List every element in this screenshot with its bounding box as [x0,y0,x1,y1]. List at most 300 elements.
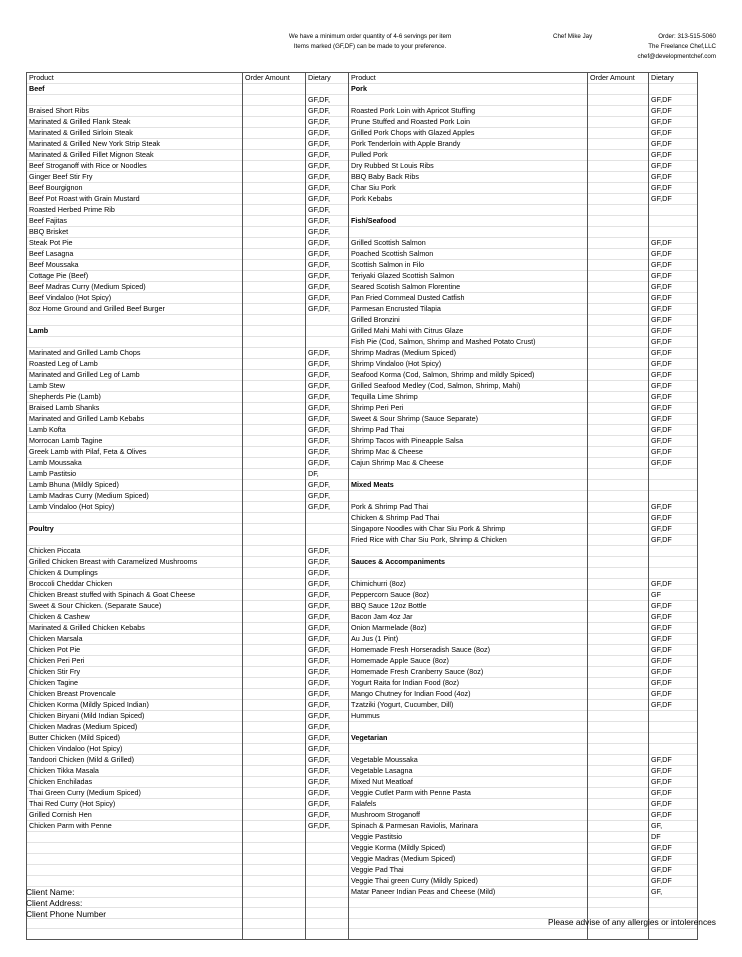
left-order-amount-cell[interactable] [243,821,306,832]
left-order-amount-cell[interactable] [243,172,306,183]
right-dietary-cell: GF,DF [649,183,698,194]
left-order-amount-cell[interactable] [243,908,306,918]
left-order-amount-cell[interactable] [243,359,306,370]
table-row [27,282,698,293]
left-order-amount-cell[interactable] [243,722,306,733]
right-order-amount-cell[interactable] [588,458,649,469]
right-order-amount-cell[interactable] [588,744,649,755]
right-product-cell: Seafood Korma (Cod, Salmon, Shrimp and mildly Spiced) [349,370,588,381]
right-order-amount-cell[interactable] [588,810,649,821]
left-order-amount-cell[interactable] [243,887,306,898]
right-dietary-cell: GF,DF [649,535,698,546]
right-order-amount-cell[interactable] [588,799,649,810]
table-row [27,821,698,832]
right-dietary-cell: GF,DF [649,194,698,205]
left-product-cell: Chicken Peri Peri [27,656,243,667]
right-product-cell: Spinach & Parmesan Raviolis, Marinara [349,821,588,832]
right-order-amount-cell[interactable] [588,535,649,546]
left-dietary-cell: GF,DF, [306,667,349,678]
right-order-amount-cell[interactable] [588,392,649,403]
left-dietary-cell: GF,DF, [306,183,349,194]
table-row [27,744,698,755]
right-order-amount-cell[interactable] [588,854,649,865]
left-order-amount-cell[interactable] [243,370,306,381]
right-order-amount-cell[interactable] [588,227,649,238]
left-order-amount-cell[interactable] [243,854,306,865]
chef-name: Chef Mike Jay [553,33,593,40]
left-order-amount-cell[interactable] [243,304,306,315]
right-order-amount-cell[interactable] [588,84,649,95]
right-order-amount-cell[interactable] [588,546,649,557]
right-dietary-cell [649,557,698,568]
table-row [27,579,698,590]
right-product-cell: Homemade Apple Sauce (8oz) [349,656,588,667]
left-order-amount-cell[interactable] [243,205,306,216]
left-product-cell: Beef Fajitas [27,216,243,227]
table-row [27,799,698,810]
left-order-amount-cell[interactable] [243,568,306,579]
right-order-amount-cell[interactable] [588,623,649,634]
left-order-amount-cell[interactable] [243,929,306,939]
left-order-amount-cell[interactable] [243,744,306,755]
right-dietary-cell: GF,DF [649,799,698,810]
right-order-amount-cell[interactable] [588,205,649,216]
right-order-amount-cell[interactable] [588,161,649,172]
left-dietary-cell: GF,DF, [306,249,349,260]
left-order-amount-cell[interactable] [243,436,306,447]
left-product-cell: Steak Pot Pie [27,238,243,249]
left-dietary-cell [306,513,349,524]
right-product-cell: Pan Fried Cornmeal Dusted Catfish [349,293,588,304]
left-product-cell: Chicken Pot Pie [27,645,243,656]
left-order-amount-cell[interactable] [243,271,306,282]
left-order-amount-cell[interactable] [243,381,306,392]
right-order-amount-cell[interactable] [588,557,649,568]
left-product-cell: Chicken Korma (Mildly Spiced Indian) [27,700,243,711]
table-row [27,491,698,502]
left-order-amount-cell[interactable] [243,788,306,799]
right-order-amount-cell[interactable] [588,579,649,590]
left-dietary-cell: GF,DF, [306,117,349,128]
right-order-amount-cell[interactable] [588,436,649,447]
left-order-amount-cell[interactable] [243,612,306,623]
table-row [27,865,698,876]
right-product-cell: Cajun Shrimp Mac & Cheese [349,458,588,469]
left-dietary-cell: GF,DF, [306,722,349,733]
right-order-amount-cell[interactable] [588,172,649,183]
table-row [27,271,698,282]
left-order-amount-cell[interactable] [243,117,306,128]
right-product-cell: Scottish Salmon in Filo [349,260,588,271]
right-order-amount-cell[interactable] [588,381,649,392]
left-dietary-cell: GF,DF, [306,216,349,227]
left-dietary-cell: GF,DF, [306,733,349,744]
table-row [27,568,698,579]
table-row [27,403,698,414]
right-product-cell: Shrimp Madras (Medium Spiced) [349,348,588,359]
left-order-amount-cell[interactable] [243,480,306,491]
left-order-amount-cell[interactable] [243,733,306,744]
right-order-amount-cell[interactable] [588,216,649,227]
left-order-amount-cell[interactable] [243,601,306,612]
column-header-row [27,73,698,84]
right-product-cell: Pork & Shrimp Pad Thai [349,502,588,513]
right-order-amount-cell[interactable] [588,612,649,623]
left-order-amount-cell[interactable] [243,183,306,194]
left-order-amount-cell[interactable] [243,876,306,887]
left-order-amount-cell[interactable] [243,425,306,436]
right-order-amount-cell[interactable] [588,689,649,700]
left-dietary-cell: DF, [306,469,349,480]
right-order-amount-cell[interactable] [588,359,649,370]
table-row [27,810,698,821]
left-order-amount-cell[interactable] [243,535,306,546]
right-order-amount-cell[interactable] [588,139,649,150]
right-order-amount-cell[interactable] [588,887,649,898]
right-dietary-cell: DF [649,832,698,843]
right-order-amount-cell[interactable] [588,711,649,722]
right-product-cell [349,546,588,557]
right-order-amount-cell[interactable] [588,194,649,205]
right-dietary-cell: GF,DF [649,117,698,128]
table-row [27,205,698,216]
right-product-cell [349,744,588,755]
right-order-amount-cell[interactable] [588,929,649,939]
right-order-amount-cell[interactable] [588,425,649,436]
left-order-amount-cell[interactable] [243,403,306,414]
table-row [27,700,698,711]
right-dietary-cell: GF,DF [649,106,698,117]
left-dietary-cell: GF,DF, [306,711,349,722]
left-product-cell: Chicken Marsala [27,634,243,645]
left-product-cell: Chicken Tagine [27,678,243,689]
right-order-amount-cell[interactable] [588,249,649,260]
right-product-cell [349,568,588,579]
left-dietary-cell: GF,DF, [306,106,349,117]
right-order-amount-cell[interactable] [588,865,649,876]
left-order-amount-cell[interactable] [243,502,306,513]
left-order-amount-cell[interactable] [243,755,306,766]
right-order-amount-cell[interactable] [588,755,649,766]
right-order-amount-cell[interactable] [588,667,649,678]
table-row [27,590,698,601]
left-order-amount-cell[interactable] [243,667,306,678]
right-product-cell: Parmesan Encrusted Tilapia [349,304,588,315]
right-order-amount-cell[interactable] [588,821,649,832]
right-product-cell: Fish/Seafood [349,216,588,227]
left-product-cell: Beef Madras Curry (Medium Spiced) [27,282,243,293]
right-dietary-cell: GF,DF [649,865,698,876]
left-order-amount-cell[interactable] [243,799,306,810]
left-order-amount-cell[interactable] [243,832,306,843]
right-order-amount-cell[interactable] [588,403,649,414]
left-dietary-cell: GF,DF, [306,645,349,656]
left-product-cell: Chicken Enchiladas [27,777,243,788]
right-dietary-cell: GF,DF [649,700,698,711]
right-order-amount-cell[interactable] [588,260,649,271]
left-order-amount-cell[interactable] [243,634,306,645]
right-dietary-cell: GF,DF [649,260,698,271]
table-row [27,887,698,898]
right-product-cell: Yogurt Raita for Indian Food (8oz) [349,678,588,689]
right-order-amount-cell[interactable] [588,238,649,249]
client-name-label: Client Name: [26,887,75,897]
table-row [27,843,698,854]
left-dietary-cell: GF,DF, [306,557,349,568]
table-row [27,458,698,469]
right-order-amount-cell[interactable] [588,304,649,315]
left-order-amount-cell[interactable] [243,711,306,722]
left-order-amount-cell[interactable] [243,392,306,403]
right-order-amount-cell[interactable] [588,898,649,908]
left-order-amount-cell[interactable] [243,150,306,161]
left-dietary-cell: GF,DF, [306,447,349,458]
left-order-amount-cell[interactable] [243,777,306,788]
right-dietary-cell: GF,DF [649,689,698,700]
right-order-amount-cell[interactable] [588,128,649,139]
left-product-cell: Beef Vindaloo (Hot Spicy) [27,293,243,304]
left-dietary-cell: GF,DF, [306,205,349,216]
right-order-amount-cell[interactable] [588,282,649,293]
right-order-amount-cell[interactable] [588,348,649,359]
left-dietary-cell: GF,DF, [306,546,349,557]
table-row [27,777,698,788]
right-dietary-cell: GF,DF [649,788,698,799]
left-order-amount-cell[interactable] [243,337,306,348]
left-product-cell [27,876,243,887]
right-order-amount-cell[interactable] [588,788,649,799]
left-dietary-cell: GF,DF, [306,95,349,106]
left-order-amount-cell[interactable] [243,260,306,271]
left-product-cell: Lamb Stew [27,381,243,392]
left-dietary-cell: GF,DF, [306,689,349,700]
left-dietary-cell: GF,DF, [306,601,349,612]
table-row [27,612,698,623]
left-order-amount-cell[interactable] [243,161,306,172]
right-order-amount-cell[interactable] [588,601,649,612]
left-product-cell: 8oz Home Ground and Grilled Beef Burger [27,304,243,315]
right-order-amount-cell[interactable] [588,370,649,381]
left-product-cell: Shepherds Pie (Lamb) [27,392,243,403]
left-order-amount-cell[interactable] [243,458,306,469]
left-order-amount-cell[interactable] [243,689,306,700]
left-order-amount-cell[interactable] [243,843,306,854]
left-dietary-cell: GF,DF, [306,370,349,381]
left-product-cell: Thai Red Curry (Hot Spicy) [27,799,243,810]
right-product-cell: Char Siu Pork [349,183,588,194]
right-product-cell: Veggie Thai green Curry (Mildly Spiced) [349,876,588,887]
left-product-cell: Marinated & Grilled Flank Steak [27,117,243,128]
left-order-amount-cell[interactable] [243,227,306,238]
left-dietary-cell: GF,DF, [306,194,349,205]
left-order-amount-cell[interactable] [243,623,306,634]
left-order-amount-cell[interactable] [243,865,306,876]
left-product-cell: Beef Stroganoff with Rice or Noodles [27,161,243,172]
left-product-cell: Lamb Bhuna (Mildly Spiced) [27,480,243,491]
allergy-note: Please advise of any allergies or intolerences [547,917,716,927]
right-order-amount-cell[interactable] [588,645,649,656]
right-order-amount-cell[interactable] [588,95,649,106]
left-dietary-cell: GF,DF, [306,623,349,634]
left-order-amount-cell[interactable] [243,469,306,480]
table-row [27,150,698,161]
left-product-cell [27,843,243,854]
left-order-amount-cell[interactable] [243,95,306,106]
right-order-amount-cell[interactable] [588,480,649,491]
right-product-cell: Mixed Meats [349,480,588,491]
left-product-cell: Poultry [27,524,243,535]
right-order-amount-cell[interactable] [588,447,649,458]
left-order-amount-cell[interactable] [243,128,306,139]
left-order-amount-cell[interactable] [243,918,306,928]
left-dietary-cell [306,908,349,918]
right-dietary-cell: GF,DF [649,612,698,623]
left-order-amount-cell[interactable] [243,139,306,150]
right-order-amount-cell[interactable] [588,106,649,117]
left-order-amount-cell[interactable] [243,293,306,304]
right-order-amount-cell[interactable] [588,315,649,326]
left-dietary-cell: GF,DF, [306,282,349,293]
left-order-amount-cell[interactable] [243,524,306,535]
dietary-header-left: Dietary [306,73,349,84]
left-product-cell [27,535,243,546]
right-product-cell: Bacon Jam 4oz Jar [349,612,588,623]
left-order-amount-cell[interactable] [243,678,306,689]
left-product-cell [27,337,243,348]
right-product-cell: Pulled Pork [349,150,588,161]
right-order-amount-cell[interactable] [588,293,649,304]
left-order-amount-cell[interactable] [243,315,306,326]
left-order-amount-cell[interactable] [243,414,306,425]
right-order-amount-cell[interactable] [588,524,649,535]
left-order-amount-cell[interactable] [243,106,306,117]
left-order-amount-cell[interactable] [243,238,306,249]
right-order-amount-cell[interactable] [588,843,649,854]
right-dietary-cell [649,205,698,216]
table-row [27,755,698,766]
right-order-amount-cell[interactable] [588,326,649,337]
left-product-cell: Morrocan Lamb Tagine [27,436,243,447]
right-order-amount-cell[interactable] [588,469,649,480]
left-dietary-cell: GF,DF, [306,634,349,645]
left-order-amount-cell[interactable] [243,491,306,502]
right-product-cell [349,227,588,238]
left-order-amount-cell[interactable] [243,84,306,95]
left-product-cell: Marinated & Grilled Sirloin Steak [27,128,243,139]
left-dietary-cell: GF,DF, [306,172,349,183]
right-order-amount-cell[interactable] [588,777,649,788]
left-order-amount-cell[interactable] [243,590,306,601]
left-product-cell [27,929,243,939]
left-order-amount-cell[interactable] [243,447,306,458]
left-order-amount-cell[interactable] [243,645,306,656]
left-dietary-cell: GF,DF, [306,425,349,436]
right-product-cell [349,722,588,733]
left-product-cell: Chicken Tikka Masala [27,766,243,777]
left-order-amount-cell[interactable] [243,766,306,777]
right-order-amount-cell[interactable] [588,117,649,128]
order-phone: Order: 313-515-5060 [658,33,716,40]
right-dietary-cell: GF,DF [649,667,698,678]
left-order-amount-cell[interactable] [243,282,306,293]
left-order-amount-cell[interactable] [243,326,306,337]
right-order-amount-cell[interactable] [588,722,649,733]
right-dietary-cell [649,733,698,744]
right-product-cell: Falafels [349,799,588,810]
right-order-amount-cell[interactable] [588,568,649,579]
right-dietary-cell: GF,DF [649,678,698,689]
right-order-amount-cell[interactable] [588,183,649,194]
right-order-amount-cell[interactable] [588,634,649,645]
right-order-amount-cell[interactable] [588,271,649,282]
right-order-amount-cell[interactable] [588,700,649,711]
right-order-amount-cell[interactable] [588,513,649,524]
right-product-cell: Mango Chutney for Indian Food (4oz) [349,689,588,700]
left-order-amount-cell[interactable] [243,546,306,557]
right-order-amount-cell[interactable] [588,590,649,601]
right-order-amount-cell[interactable] [588,656,649,667]
left-order-amount-cell[interactable] [243,656,306,667]
left-dietary-cell: GF,DF, [306,744,349,755]
right-order-amount-cell[interactable] [588,502,649,513]
left-product-cell: Lamb Vindaloo (Hot Spicy) [27,502,243,513]
table-row [27,106,698,117]
left-product-cell: Roasted Leg of Lamb [27,359,243,370]
left-order-amount-cell[interactable] [243,348,306,359]
right-product-cell: Grilled Scottish Salmon [349,238,588,249]
left-order-amount-cell[interactable] [243,898,306,908]
right-order-amount-cell[interactable] [588,832,649,843]
left-product-cell: Lamb Madras Curry (Medium Spiced) [27,491,243,502]
right-order-amount-cell[interactable] [588,678,649,689]
right-order-amount-cell[interactable] [588,414,649,425]
client-info [26,887,106,920]
left-order-amount-cell[interactable] [243,579,306,590]
left-order-amount-cell[interactable] [243,216,306,227]
right-order-amount-cell[interactable] [588,876,649,887]
right-product-cell: Shrimp Pad Thai [349,425,588,436]
client-phone-label: Client Phone Number [26,909,107,919]
right-product-cell: Grilled Mahi Mahi with Citrus Glaze [349,326,588,337]
right-order-amount-cell[interactable] [588,733,649,744]
right-order-amount-cell[interactable] [588,150,649,161]
left-product-cell: Braised Lamb Shanks [27,403,243,414]
left-dietary-cell [306,918,349,928]
table-row [27,128,698,139]
email-link[interactable]: chef@developmentchef.com [637,53,716,60]
left-order-amount-cell[interactable] [243,194,306,205]
right-product-cell: Au Jus (1 Pint) [349,634,588,645]
left-order-amount-cell[interactable] [243,700,306,711]
right-order-amount-cell[interactable] [588,766,649,777]
left-dietary-cell: GF,DF, [306,436,349,447]
right-dietary-cell: GF,DF [649,425,698,436]
left-dietary-cell: GF,DF, [306,304,349,315]
order-form-table [26,72,698,940]
left-product-cell: Marinated & Grilled New York Strip Steak [27,139,243,150]
left-order-amount-cell[interactable] [243,513,306,524]
table-row [27,381,698,392]
left-order-amount-cell[interactable] [243,810,306,821]
left-order-amount-cell[interactable] [243,557,306,568]
right-order-amount-cell[interactable] [588,491,649,502]
right-order-amount-cell[interactable] [588,337,649,348]
left-order-amount-cell[interactable] [243,249,306,260]
left-product-cell [27,832,243,843]
table-row [27,469,698,480]
table-row [27,117,698,128]
table-row [27,359,698,370]
